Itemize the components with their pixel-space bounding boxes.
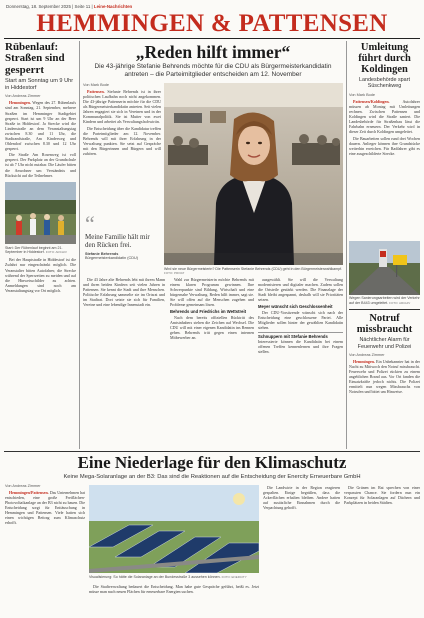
bottom-deck: Keine Mega-Solaranlage an der B3: Das sind die Reaktionen auf die Entscheidung der Enercity Erneuerbare GmbH	[63, 474, 361, 480]
right-photo	[349, 241, 420, 295]
bottom-caption-text: Visualisierung: So hätte die Solaranlage an der Bundesstraße 3 aussehen können.	[89, 575, 221, 579]
bottom-col1	[5, 490, 85, 614]
bottom-col2	[89, 584, 259, 614]
right-photo-credit: FOTO: ARCHIV	[389, 300, 411, 305]
center-photo	[164, 83, 343, 265]
center-col1-text: Stefanie Behrends ist in ihrer politischen Laufbahn noch nicht angekommen. Die 43-jährige Pattenserin möchte für die CDU als Bürgermeisterkandidatin antreten. Seit vielen Jahren engagiert sie sich in Vereinen und in der Kommunalpolitik. Sie ist Mutter von zwei Kindern und arbeitet als Verwaltungsfachwirtin.	[83, 89, 161, 125]
center-deck: Die 43-jährige Stefanie Behrends möchte für die CDU als Bürgermeisterkandidatin antreten – die Parteimitglieder entscheiden am 12. November	[94, 63, 332, 78]
center-pull-quote	[85, 211, 161, 261]
quote-role: Bürgermeisterkandidatin (CDU)	[85, 256, 138, 261]
center-dateline: Pattensen.	[87, 89, 105, 94]
center-caption-text: Wird sie neue Bürgermeisterin? Die Pattenserin Stefanie Behrends (CDU) geht in den Bürgermeisterwahlkampf.	[164, 267, 343, 271]
info-box	[258, 332, 343, 354]
right-body-text-2: Die Bauarbeiten sollen rund drei Wochen dauern. Anlieger können ihre Grundstücke weiterhin erreichen. Für Radfahrer gibt es eine ausgeschilderte Strecke.	[349, 135, 420, 156]
right-dateline: Pattensen/Koldingen.	[353, 98, 390, 104]
left-body-text: Wegen des 27. Rübenlaufs sind am Sonntag, 21. September, mehrere Straßen im Hemminger Stadtgebiet gesperrt. Start ist um 9 Uhr an der Beer Straße in Hiddestorf. Ja Strecke wird die Lindenstraße an dem Veranstaltungstag zwischen 8.30 und 11 Uhr, die Stadtrandstraße, Am Kinderweg und Ohlendorf zwischen 8.30 und 12 Uhr gesperrt.	[5, 100, 76, 151]
center-author: Von Mark Bode	[83, 83, 109, 87]
right-deck-2: Nächtlicher Alarm für Feuerwehr und Polizei	[357, 337, 412, 350]
left-body-continued	[5, 257, 76, 294]
center-photo-credit: FOTO: PRIVAT	[164, 271, 185, 276]
left-body-text-2: Die Straße Am Rosenweg ist voll gesperrt. Der Parkplatz an der Grundschule ist ab 7 Uhr nicht nutzbar. Die Läufer bitten die Anwohner um Verständnis und Rücksicht auf die Teilnehmer.	[5, 152, 76, 178]
right-photo-caption	[349, 296, 420, 305]
column-divider-left	[79, 41, 80, 449]
right-body	[349, 99, 420, 239]
left-deck: Start am Sonntag um 9 Uhr in Hiddestorf	[5, 78, 74, 91]
right-caption-text: Wegen Sanierungsarbeiten wird der Verkehr auf der B443 umgeleitet.	[349, 296, 420, 305]
column-divider-right	[346, 41, 347, 449]
center-body-right: ausgewählt. Sie will die Verwaltung modernisieren und digitaler machen. Zudem sollen die Ortsteile gestärkt werden. Die Finanzlage der Stadt bleibt angespannt, deshalb will sie Prioritäten setzen.	[258, 277, 343, 303]
bottom-rule	[4, 451, 420, 452]
center-lower-col3	[258, 277, 343, 447]
bottom-dateline: Hemmingen/Pattensen.	[9, 490, 49, 495]
center-subheading-2: Meyer wünscht sich Geschlossenheit	[258, 303, 333, 309]
page-meta: Donnerstag, 18. September 2025 | Seite 11 | Leine-Nachrichten	[6, 4, 133, 9]
info-box-text: Interessierte können die Kandidatin bei einem offenen Treffen kennenlernen und ihre Fragen stellen.	[258, 339, 343, 355]
info-box-title: Schnuppern mit Stefanie Behrends	[258, 333, 328, 339]
center-col2-text: Die Entscheidung über die Kandidatur treffen die Parteimitglieder am 12. November. Behrends will mit ihrer Erfahrung in der Verwaltung punkten. Sie setzt auf Gespräche mit den Bürgerinnen und Bürgern und will zuhören.	[83, 125, 161, 157]
quote-author: Stefanie Behrends	[85, 251, 119, 256]
right-body-text-3: Ein Unbekannter hat in der Nacht zu Mittwoch den Notruf missbraucht. Feuerwehr und Polizei rückten zu einem angeblichen Brand aus. Vor Ort fanden die Einsatzkräfte jedoch nichts. Die Polizei ermittelt nun wegen Missbrauchs von Notrufen und bittet um Hinweise.	[349, 358, 420, 395]
masthead-title: HEMMINGEN & PATTENSEN	[36, 10, 388, 37]
bottom-col2-text: Die Stadtverwaltung bedauert die Entscheidung. Man habe gute Gespräche geführt, heißt es. Jetzt müsse man nach neuen Flächen für erneuerbare Energien suchen.	[89, 584, 259, 595]
left-dateline: Hemmingen.	[9, 100, 31, 106]
bottom-headline: Eine Niederlage für den Klimaschutz	[77, 453, 347, 472]
left-author: Von Andreas Zimmer	[5, 94, 41, 99]
right-headline-2: Notruf missbraucht	[356, 313, 413, 336]
masthead-rule	[4, 38, 420, 39]
bottom-author: Von Andreas Zimmer	[5, 484, 41, 488]
left-body-text-3: Bei der Hauptstraße in Hiddestorf ist die Zufahrt nur eingeschränkt möglich. Die Veranstalter bitten Autofahrer, die Strecke während der Sperrzeiten zu meiden und auf die Hinweisschilder zu achten. Anmeldungen sind noch am Veranstaltungstag vor Ort möglich.	[5, 257, 76, 293]
bottom-col1-text: Das Unternehmen hat entschieden, eine große Freiflächen-Photovoltaikanlage an der B3 nicht zu bauen. Die Entscheidung sorgt für Enttäuschung in Hemmingen und Pattensen. Viele hatten sich einen wichtigen Beitrag zum Klimaschutz erhofft.	[5, 490, 85, 526]
center-subheading-1: Behrends und Friedrichs im Wettstreit	[170, 308, 247, 314]
right-body-2	[349, 359, 420, 396]
quote-mark-icon: “	[85, 211, 95, 236]
center-photo-caption	[164, 267, 343, 276]
center-body-mid-2: Nach dem bereits offiziellen Rücktritt des Amtsinhabers stehen die Zeichen auf Wechsel. Die CDU will mit einer eigenen Kandidatin ins Rennen gehen. Behrends tritt gegen einen internen Mitbewerber an.	[170, 314, 254, 341]
right-dateline-2: Hemmingen.	[353, 358, 375, 364]
left-photo-caption	[5, 246, 76, 255]
bottom-col4-text: Die Grünen im Rat sprechen von einer verpassten Chance. Sie fordern nun ein Konzept für Solaranlagen auf Dächern und Parkplätzen in beiden Städten.	[344, 485, 420, 506]
bottom-photo	[89, 485, 259, 573]
right-body-text: Autofahrer müssen ab Montag mit Umleitungen rechnen. Zwischen Pattensen und Koldingen wird die Straße saniert. Die Landesbehörde für Straßenbau lässt die Fahrbahn erneuern. Der Verkehr wird in dieser Zeit durch Koldingen umgeleitet.	[349, 98, 420, 135]
left-photo-credit: FOTO: ARCHIV	[45, 250, 67, 255]
section-name: Leine-Nachrichten	[93, 4, 133, 9]
right-author-2: Von Andreas Zimmer	[349, 352, 385, 357]
center-body-left: Die 43 Jahre alte Behrends lebt mit ihrem Mann und ihren beiden Kindern seit vielen Jahren in Pattensen. Sie kennt die Stadt und ihre Menschen. Politische Erfahrung sammelte sie im Ortsrat und im Stadtrat. Dort setzte sie sich für Familien, Vereine und eine lebendige Innenstadt ein.	[83, 277, 165, 308]
issue-date: Donnerstag, 18. September 2025	[6, 4, 71, 9]
bottom-col4	[344, 485, 420, 614]
bottom-col3	[263, 485, 340, 614]
bottom-photo-credit: FOTO: ENERCITY	[221, 575, 247, 579]
center-body-mid: Wahl zur Bürgermeisterin möchte Behrends mit einem klaren Programm gewinnen. Ihre Schwerpunkte sind Bildung, Wirtschaft und eine bürgernahe Verwaltung. Reden hilft immer, sagt sie. Sie will offen auf die Menschen zugehen und Probleme gemeinsam lösen.	[170, 277, 254, 308]
center-lower-col2	[170, 277, 254, 447]
center-body-right-2: Der CDU-Vorsitzende wünscht sich nach der Entscheidung eine geschlossene Partei. Alle Mitglieder sollen hinter der gewählten Kandidatin stehen.	[258, 309, 343, 330]
center-headline: „Reden hilft immer“	[135, 42, 291, 62]
right-deck: Landesbehörde spart Süschenkweg	[359, 77, 410, 90]
center-col1	[83, 89, 161, 213]
quote-attribution	[85, 252, 161, 261]
left-article	[5, 42, 76, 448]
right-second-article	[349, 309, 420, 396]
bottom-col3-text: Die Landwirte in der Region reagieren gespalten. Einige begrüßen, dass die Ackerflächen erhalten bleiben. Andere hatten auf zusätzliche Einnahmen durch die Verpachtung gehofft.	[263, 485, 340, 511]
quote-text: Meine Familie hält mir den Rücken frei.	[85, 233, 150, 250]
right-headline: Umleitung führt durch Koldingen	[358, 42, 411, 75]
left-caption-text: Start: Der Rübenlauf beginnt am 21. September in Hiddestorf.	[5, 245, 63, 255]
right-column	[349, 42, 420, 448]
left-body	[5, 100, 76, 179]
left-photo	[5, 182, 76, 244]
left-headline: Rübenlauf: Straßen sind gesperrt	[5, 42, 65, 76]
center-lower-col1	[83, 277, 165, 447]
right-author: Von Mark Bode	[349, 92, 375, 97]
bottom-photo-caption	[89, 575, 259, 579]
page-number: Seite 11	[74, 4, 91, 9]
